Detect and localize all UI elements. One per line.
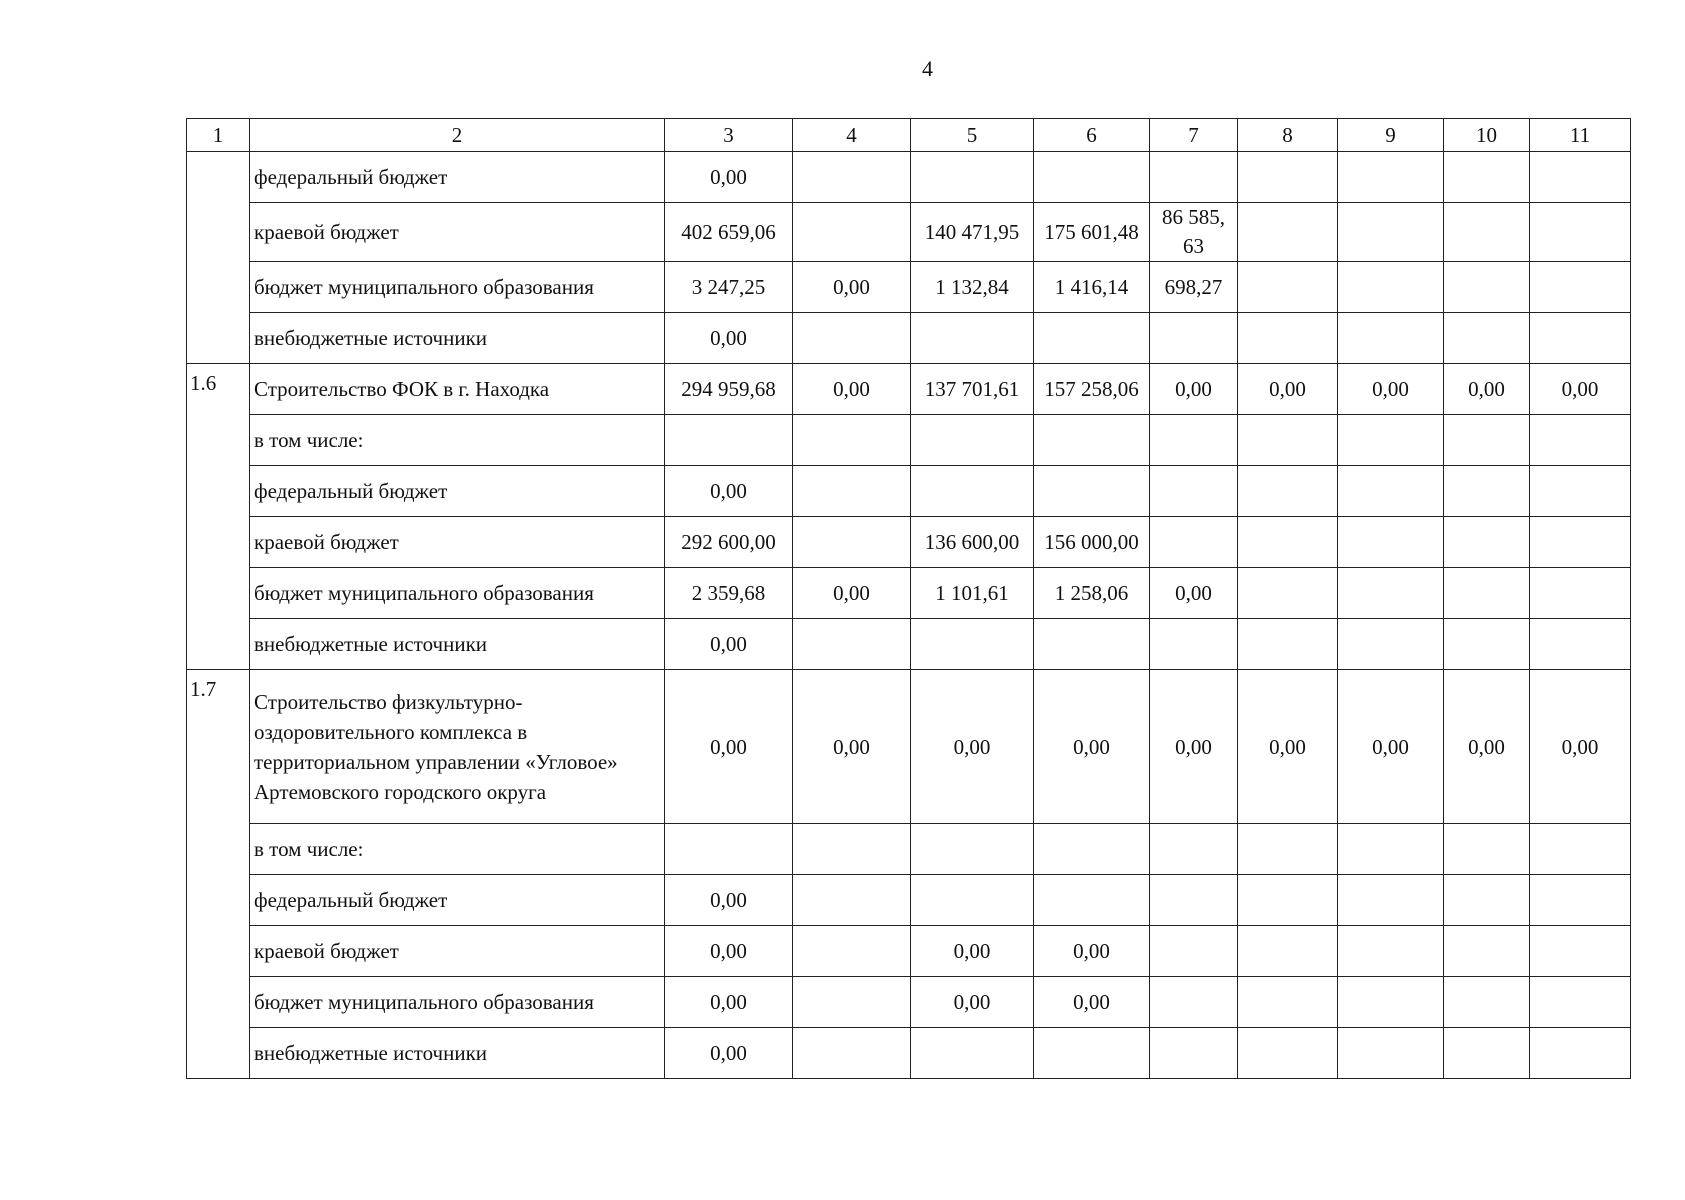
value-cell [1338,619,1444,670]
value-cell [1238,875,1338,926]
column-header: 11 [1530,119,1631,152]
value-cell: 0,00 [793,262,911,313]
value-cell [1530,619,1631,670]
value-cell [1034,466,1150,517]
value-cell: 1 416,14 [1034,262,1150,313]
value-cell [793,203,911,262]
value-cell: 0,00 [665,619,793,670]
value-cell: 1 258,06 [1034,568,1150,619]
row-label: Строительство физкультурно-оздоровительного комплекса в территориальном управлении «Угловое» Артемовского городского округа [250,670,665,824]
value-cell [911,1028,1034,1079]
page-number: 4 [922,56,933,81]
value-cell: 292 600,00 [665,517,793,568]
value-cell [1338,517,1444,568]
value-cell [1238,262,1338,313]
value-cell [1530,926,1631,977]
value-cell [793,466,911,517]
value-cell [911,415,1034,466]
table-row [187,977,1631,1028]
row-label: в том числе: [250,415,665,466]
value-cell [911,313,1034,364]
value-cell [1530,415,1631,466]
value-cell: 0,00 [1034,670,1150,824]
value-cell [1238,313,1338,364]
column-header: 1 [187,119,250,152]
row-label: в том числе: [250,824,665,875]
value-cell: 0,00 [1238,364,1338,415]
value-cell: 0,00 [911,670,1034,824]
value-cell [1530,466,1631,517]
value-cell: 1 132,84 [911,262,1034,313]
row-label: Строительство ФОК в г. Находка [250,364,665,415]
value-cell [911,875,1034,926]
value-cell: 0,00 [793,364,911,415]
value-cell [1338,152,1444,203]
value-cell [1530,517,1631,568]
column-header: 10 [1444,119,1530,152]
row-label: краевой бюджет [250,517,665,568]
value-cell [1338,262,1444,313]
table-row [187,926,1631,977]
value-cell [1238,415,1338,466]
value-cell [1444,875,1530,926]
budget-table [186,118,1631,1079]
item-code-cell: 1.7 [187,670,250,1079]
column-header: 8 [1238,119,1338,152]
column-header-row [187,119,1631,152]
value-cell [1034,1028,1150,1079]
value-cell: 0,00 [665,977,793,1028]
value-cell: 136 600,00 [911,517,1034,568]
value-cell: 0,00 [665,926,793,977]
value-cell: 0,00 [665,1028,793,1079]
value-cell [1530,1028,1631,1079]
value-cell [1444,977,1530,1028]
value-cell [1444,313,1530,364]
table-row [187,568,1631,619]
value-cell [1150,875,1238,926]
table-row [187,466,1631,517]
table-row [187,203,1631,262]
row-label: внебюджетные источники [250,313,665,364]
value-cell: 0,00 [665,875,793,926]
value-cell [793,875,911,926]
value-cell: 0,00 [1238,670,1338,824]
value-cell [1444,415,1530,466]
value-cell [1444,466,1530,517]
value-cell [793,977,911,1028]
value-cell [793,415,911,466]
value-cell: 0,00 [1150,364,1238,415]
value-cell [1444,262,1530,313]
value-cell [1034,415,1150,466]
value-cell [1238,517,1338,568]
value-cell [1530,977,1631,1028]
column-header: 5 [911,119,1034,152]
row-label: федеральный бюджет [250,466,665,517]
value-cell: 0,00 [1530,670,1631,824]
value-cell [1338,568,1444,619]
value-cell [1034,313,1150,364]
value-cell [1150,926,1238,977]
value-cell: 1 101,61 [911,568,1034,619]
value-cell [1238,926,1338,977]
value-cell [1338,203,1444,262]
table-row [187,313,1631,364]
value-cell [1338,926,1444,977]
value-cell: 0,00 [1034,977,1150,1028]
value-cell [1150,517,1238,568]
value-cell [911,619,1034,670]
value-cell: 0,00 [911,926,1034,977]
value-cell: 0,00 [1444,670,1530,824]
value-cell [1034,619,1150,670]
value-cell: 3 247,25 [665,262,793,313]
row-label: внебюджетные источники [250,1028,665,1079]
value-cell: 294 959,68 [665,364,793,415]
value-cell [1150,313,1238,364]
table-row [187,517,1631,568]
value-cell: 0,00 [665,152,793,203]
value-cell [1238,466,1338,517]
column-header: 9 [1338,119,1444,152]
row-label: бюджет муниципального образования [250,977,665,1028]
value-cell [793,926,911,977]
value-cell: 402 659,06 [665,203,793,262]
table-row [187,152,1631,203]
column-header: 6 [1034,119,1150,152]
value-cell [1338,313,1444,364]
value-cell: 156 000,00 [1034,517,1150,568]
value-cell [1530,203,1631,262]
value-cell: 86 585, 63 [1150,203,1238,262]
value-cell [1238,1028,1338,1079]
value-cell [1444,824,1530,875]
value-cell [1238,824,1338,875]
value-cell: 0,00 [665,466,793,517]
value-cell [1444,517,1530,568]
value-cell [1530,824,1631,875]
table-row [187,670,1631,824]
value-cell [793,824,911,875]
row-label: федеральный бюджет [250,875,665,926]
column-header: 2 [250,119,665,152]
item-code-cell [187,152,250,364]
value-cell [1034,152,1150,203]
value-cell [911,152,1034,203]
value-cell [1238,568,1338,619]
value-cell [1338,415,1444,466]
value-cell [793,1028,911,1079]
value-cell [1150,824,1238,875]
value-cell [1530,568,1631,619]
row-label: бюджет муниципального образования [250,568,665,619]
table-row [187,619,1631,670]
value-cell [1444,1028,1530,1079]
value-cell [1338,977,1444,1028]
value-cell: 0,00 [1338,364,1444,415]
value-cell [1530,313,1631,364]
value-cell [1150,977,1238,1028]
value-cell: 0,00 [1034,926,1150,977]
value-cell [1444,619,1530,670]
value-cell: 0,00 [793,568,911,619]
value-cell [665,415,793,466]
value-cell [1530,875,1631,926]
value-cell [1444,568,1530,619]
row-label: краевой бюджет [250,926,665,977]
value-cell: 137 701,61 [911,364,1034,415]
column-header: 7 [1150,119,1238,152]
table-row [187,1028,1631,1079]
value-cell: 0,00 [1150,670,1238,824]
column-header: 3 [665,119,793,152]
value-cell: 175 601,48 [1034,203,1150,262]
value-cell: 140 471,95 [911,203,1034,262]
value-cell [1150,152,1238,203]
value-cell [1444,152,1530,203]
item-code-cell: 1.6 [187,364,250,670]
value-cell: 0,00 [665,313,793,364]
value-cell [793,517,911,568]
value-cell: 0,00 [911,977,1034,1028]
value-cell [1034,824,1150,875]
value-cell: 0,00 [1444,364,1530,415]
value-cell [1530,262,1631,313]
value-cell [911,824,1034,875]
value-cell [1034,875,1150,926]
value-cell [1338,875,1444,926]
value-cell [665,824,793,875]
value-cell: 698,27 [1150,262,1238,313]
row-label: краевой бюджет [250,203,665,262]
value-cell [1238,152,1338,203]
table-row [187,262,1631,313]
value-cell [1444,926,1530,977]
table-row [187,415,1631,466]
row-label: федеральный бюджет [250,152,665,203]
value-cell [911,466,1034,517]
value-cell [1444,203,1530,262]
value-cell [1338,824,1444,875]
value-cell [1150,466,1238,517]
value-cell [1338,1028,1444,1079]
value-cell [1530,152,1631,203]
value-cell: 0,00 [1530,364,1631,415]
value-cell: 2 359,68 [665,568,793,619]
value-cell: 0,00 [793,670,911,824]
row-label: внебюджетные источники [250,619,665,670]
value-cell: 0,00 [665,670,793,824]
value-cell [1238,619,1338,670]
value-cell [793,152,911,203]
value-cell [1338,466,1444,517]
value-cell [1150,415,1238,466]
value-cell: 157 258,06 [1034,364,1150,415]
table-row [187,364,1631,415]
table-row [187,824,1631,875]
value-cell [1238,977,1338,1028]
value-cell [1150,619,1238,670]
table-row [187,875,1631,926]
value-cell [1150,1028,1238,1079]
row-label: бюджет муниципального образования [250,262,665,313]
value-cell [793,619,911,670]
value-cell [793,313,911,364]
column-header: 4 [793,119,911,152]
value-cell: 0,00 [1338,670,1444,824]
value-cell [1238,203,1338,262]
value-cell: 0,00 [1150,568,1238,619]
